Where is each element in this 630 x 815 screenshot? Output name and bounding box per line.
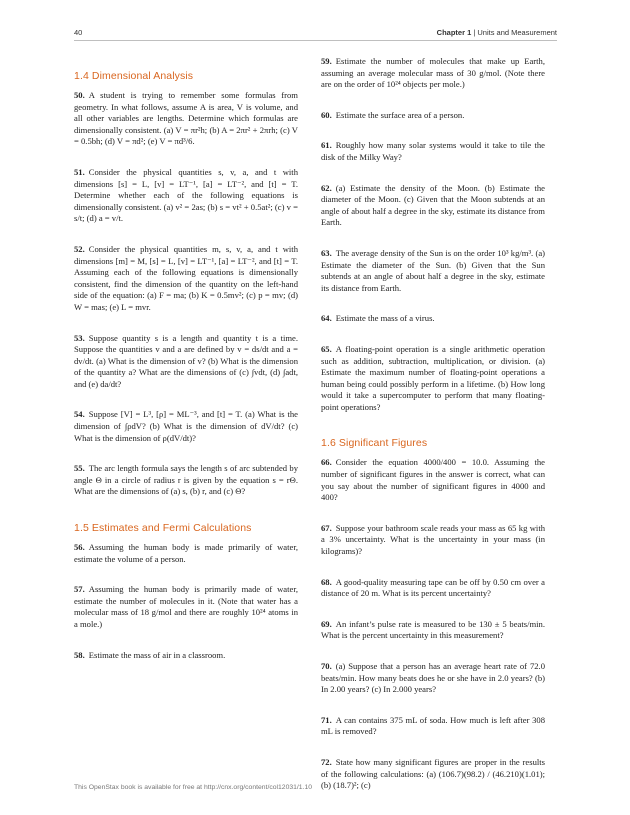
problem-text: A can contains 375 mL of soda. How much is left after 308 mL is removed? xyxy=(321,714,545,737)
problem-text: (a) Suppose that a person has an average heart rate of 72.0 beats/min. How many beats does he or she have in 2.0 years? (b) In 2.00 years? (c) In 2.000 years? xyxy=(321,661,545,695)
problem-text: (a) Estimate the density of the Moon. (b) Estimate the diameter of the Moon. (c) Given that the Moon subtends at an angle of about half a degree in the sky, estimate its distance from Earth. xyxy=(321,182,545,228)
problem-number: 70. xyxy=(321,661,332,671)
problem-number: 62. xyxy=(321,182,332,193)
problem-52 xyxy=(74,244,298,314)
problem-number: 67. xyxy=(321,522,332,533)
section-heading-1-6: 1.6 Significant Figures xyxy=(321,437,428,450)
problem-text: Suppose [V] = L³, [ρ] = ML⁻³, and [t] = T. (a) What is the dimension of ∫ρdV? (b) What is the dimension of dV/dt? (c) What is the dimension of ρ(dV/dt)? xyxy=(74,409,298,443)
problem-text: A floating-point operation is a single arithmetic operation such as addition, subtraction, multiplication, or division. (a) Estimate the maximum number of floating-point operations a human being could possibly perform in a lifetime. (b) How long would it take a supercomputer to perform that many floating-point operations? xyxy=(321,343,545,412)
problem-number: 57. xyxy=(74,584,85,595)
problem-number: 54. xyxy=(74,409,85,420)
problem-text: Consider the equation 4000/400 = 10.0. Assuming the number of significant figures in the answer is correct, what can you say about the number of significant figures in 4000 and 400? xyxy=(321,457,545,503)
problem-text: Consider the physical quantities s, v, a, and t with dimensions [s] = L, [v] = LT⁻¹, [a] = LT⁻², and [t] = T. Determine whether each of the following equations is dimensionally consistent. (a) v² = 2as; (b) s = vt² + 0.5at²; (c) v = s/t; (d) a = v/t. xyxy=(74,166,298,224)
running-header xyxy=(437,28,557,37)
problem-number: 69. xyxy=(321,618,332,629)
problem-text: The average density of the Sun is on the order 10³ kg/m³. (a) Estimate the diameter of the Sun. (b) Given that the Sun subtends at an angle of about half a degree in the sky, estimate its distance from Earth. xyxy=(321,247,545,293)
problem-53 xyxy=(74,333,298,391)
problem-number: 72. xyxy=(321,756,332,767)
problem-number: 50. xyxy=(74,90,85,100)
right-column xyxy=(321,56,545,811)
problem-text: A good-quality measuring tape can be off by 0.50 cm over a distance of 20 m. What is its percent uncertainty? xyxy=(321,576,545,599)
problem-61 xyxy=(321,140,545,163)
chapter-title: Units and Measurement xyxy=(477,28,557,37)
problem-number: 59. xyxy=(321,56,332,66)
problem-number: 65. xyxy=(321,343,332,354)
problem-text: Estimate the number of molecules that make up Earth, assuming an average molecular mass of 30 g/mol. (Note there are on the order of 10²⁴ objects per mole.) xyxy=(321,56,545,90)
problem-number: 63. xyxy=(321,247,332,258)
problem-68 xyxy=(321,577,545,600)
section-heading-1-5: 1.5 Estimates and Fermi Calculations xyxy=(74,522,252,535)
problem-65 xyxy=(321,344,545,414)
problem-number: 64. xyxy=(321,313,332,324)
problem-number: 53. xyxy=(74,332,85,343)
problem-64 xyxy=(321,313,545,325)
problem-number: 71. xyxy=(321,714,332,725)
problem-text: Estimate the mass of air in a classroom. xyxy=(88,649,226,660)
problem-63 xyxy=(321,248,545,294)
problem-text: Suppose your bathroom scale reads your mass as 65 kg with a 3% uncertainty. What is the uncertainty in your mass (in kilograms)? xyxy=(321,522,545,557)
problem-text: Assuming the human body is primarily made of water, estimate the number of molecules in it. (Note that water has a molecular mass of 18 g/mol and there are roughly 10²⁴ atoms in a mole.) xyxy=(74,584,298,629)
problem-text: The arc length formula says the length s of arc subtended by angle Θ in a circle of radius r is given by the equation s = rΘ. What are the dimensions of (a) s, (b) r, and (c) Θ? xyxy=(74,463,298,497)
problem-54 xyxy=(74,409,298,444)
problem-text: State how many significant figures are proper in the results of the following calculations: (a) (106.7)(98.2) / (46.210)(1.01); (b) (18.7)²; (c) xyxy=(321,756,545,791)
problem-69 xyxy=(321,619,545,642)
problem-72 xyxy=(321,757,545,792)
problem-number: 68. xyxy=(321,576,332,587)
problem-number: 56. xyxy=(74,542,85,553)
header-rule xyxy=(74,40,557,41)
problem-55 xyxy=(74,463,298,498)
problem-62 xyxy=(321,183,545,229)
chapter-label: Chapter 1 xyxy=(436,28,472,37)
problem-text: Assuming the human body is made primarily of water, estimate the volume of a person. xyxy=(74,542,298,564)
problem-number: 51. xyxy=(74,166,85,177)
problem-71 xyxy=(321,715,545,738)
problem-70 xyxy=(321,661,545,696)
problem-66 xyxy=(321,457,545,503)
problem-number: 60. xyxy=(321,109,332,120)
problem-text: Suppose quantity s is a length and quantity t is a time. Suppose the quantities v and a are defined by v = ds/dt and a = dv/dt. (a) What is the dimension of v? (b) What is the dimension of the quantity a? What are the dimensions of (c) ∫vdt, (d) ∫adt, and (e) da/dt? xyxy=(74,332,298,389)
header-separator: | xyxy=(471,28,478,37)
problem-59 xyxy=(321,56,545,91)
problem-text: Estimate the mass of a virus. xyxy=(335,313,435,324)
problem-number: 61. xyxy=(321,140,332,151)
problem-text: Estimate the surface area of a person. xyxy=(335,109,465,120)
problem-57 xyxy=(74,584,298,630)
problem-text: Roughly how many solar systems would it take to tile the disk of the Milky Way? xyxy=(321,140,545,162)
problem-60 xyxy=(321,110,545,122)
problem-number: 66. xyxy=(321,457,332,468)
page-number: 40 xyxy=(74,28,83,37)
problem-58 xyxy=(74,650,298,662)
problem-text: An infant’s pulse rate is measured to be 130 ± 5 beats/min. What is the percent uncertainty in this measurement? xyxy=(321,618,545,641)
problem-56 xyxy=(74,542,298,565)
section-heading-1-4: 1.4 Dimensional Analysis xyxy=(74,70,194,82)
problem-51 xyxy=(74,167,298,225)
problem-text: Consider the physical quantities m, s, v, a, and t with dimensions [m] = M, [s] = L, [v] = LT⁻¹, [a] = LT⁻², and [t] = T. Assuming each of the following equations is dimensionally consistent, find the dimension of the quantity on the left-hand side of the equation: (a) F = ma; (b) K = 0.5mv²; (c) p = mv; (d) W = mas; (e) L = mvr. xyxy=(74,243,298,312)
problem-67 xyxy=(321,523,545,558)
problem-number: 58. xyxy=(74,649,85,660)
problem-number: 52. xyxy=(74,243,85,254)
footer-note: This OpenStax book is available for free at http://cnx.org/content/col12031/1.10 xyxy=(74,784,313,791)
problem-50 xyxy=(74,90,298,148)
problem-text: A student is trying to remember some formulas from geometry. In what follows, assume A is area, V is volume, and all other variables are lengths. Determine which formulas are dimensionally consistent. (a) V = πr²h; (b) A = 2πr² + 2πrh; (c) V = 0.5bh; (d) V = πd²; (e) V = πd³/6. xyxy=(74,90,298,147)
left-column xyxy=(74,56,298,680)
problem-number: 55. xyxy=(74,463,85,474)
